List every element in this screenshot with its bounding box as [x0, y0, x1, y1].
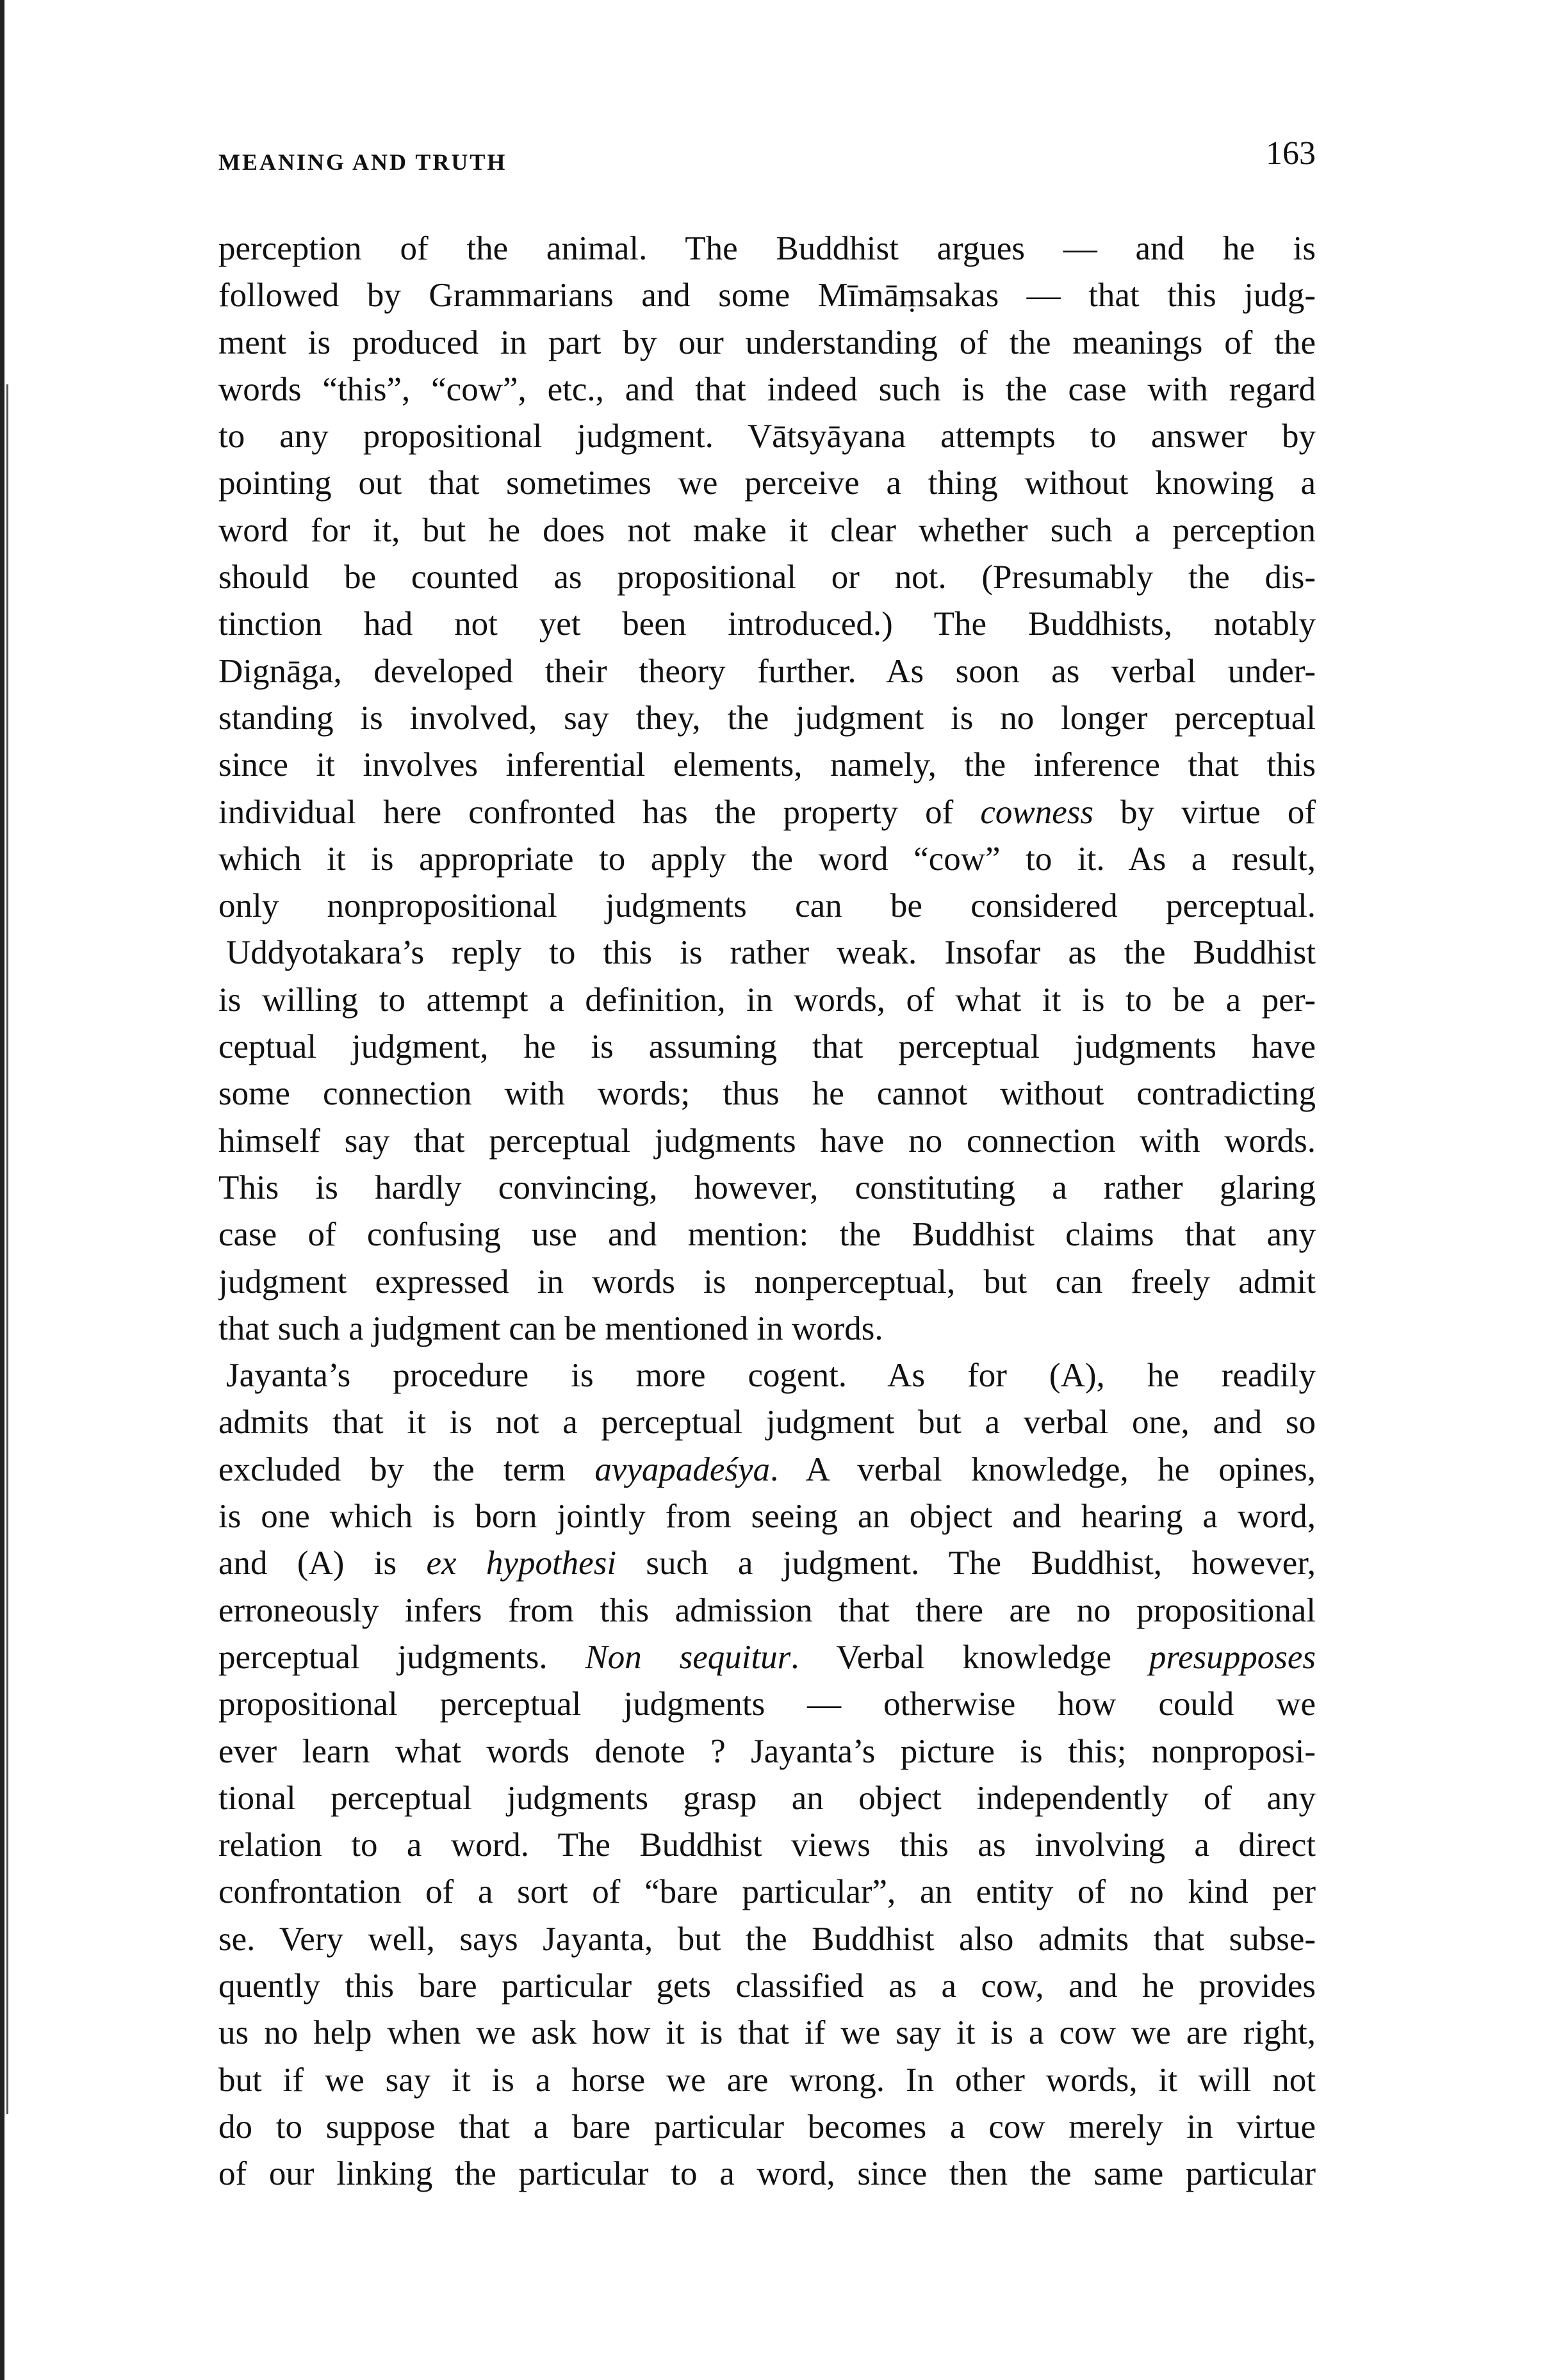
text-line: propositional perceptual judgments — otherwise how could we: [218, 1686, 1316, 1723]
italic-term: avyapadeśya: [594, 1450, 771, 1488]
text-line: ever learn what words denote ? Jayanta’s picture is this; nonproposi-: [218, 1732, 1316, 1770]
text-segment: . A verbal knowledge, he opines,: [770, 1450, 1316, 1488]
text-line: do to suppose that a bare particular becomes a cow merely in virtue: [218, 2108, 1316, 2146]
text-line: perception of the animal. The Buddhist argues — and he is: [218, 230, 1316, 267]
text-line: followed by Grammarians and some Mīmāṃsakas — that this judg-: [218, 277, 1316, 315]
text-line: but if we say it is a horse we are wrong. In other words, it will not: [218, 2061, 1316, 2099]
text-segment: perceptual judgments.: [218, 1638, 585, 1676]
text-line: word for it, but he does not make it clear whether such a perception: [218, 511, 1316, 549]
text-segment: excluded by the term: [218, 1450, 595, 1488]
text-line: Jayanta’s procedure is more cogent. As for (A), he readily: [226, 1357, 1316, 1395]
text-segment: . Verbal knowledge: [790, 1638, 1149, 1676]
text-line: since it involves inferential elements, namely, the inference that this: [218, 746, 1316, 784]
text-line: should be counted as propositional or not. (Presumably the dis-: [218, 559, 1316, 596]
text-segment: individual here confronted has the property of: [218, 793, 981, 831]
text-line: pointing out that sometimes we perceive a thing without knowing a: [218, 464, 1316, 502]
text-line: se. Very well, says Jayanta, but the Buddhist also admits that subse-: [218, 1920, 1316, 1958]
text-line: which it is appropriate to apply the word “cow” to it. As a result,: [218, 840, 1316, 878]
body-text: [218, 226, 1316, 2197]
text-line: Dignāga, developed their theory further. As soon as verbal under-: [218, 652, 1316, 690]
text-line: This is hardly convincing, however, constituting a rather glaring: [218, 1169, 1316, 1206]
text-line: himself say that perceptual judgments have no connection with words.: [218, 1122, 1316, 1160]
text-line: us no help when we ask how it is that if we say it is a cow we are right,: [218, 2014, 1316, 2052]
text-line: only nonpropositional judgments can be considered perceptual.: [218, 887, 1316, 925]
text-line: ment is produced in part by our understanding of the meanings of the: [218, 324, 1316, 361]
italic-term: Non sequitur: [585, 1638, 791, 1676]
text-line: admits that it is not a perceptual judgment but a verbal one, and so: [218, 1404, 1316, 1441]
text-line: is willing to attempt a definition, in words, of what it is to be a per-: [218, 981, 1316, 1019]
text-line: confrontation of a sort of “bare particular”, an entity of no kind per: [218, 1873, 1316, 1911]
text-line: [218, 1634, 1316, 1681]
text-line: some connection with words; thus he cannot without contradicting: [218, 1075, 1316, 1113]
text-line: quently this bare particular gets classified as a cow, and he provides: [218, 1967, 1316, 2005]
italic-term: cowness: [980, 793, 1093, 831]
text-segment: such a judgment. The Buddhist, however,: [616, 1545, 1316, 1582]
page-number: 163: [1266, 135, 1316, 172]
text-segment: and (A) is: [218, 1545, 427, 1582]
text-line: [218, 1540, 1316, 1587]
text-line: is one which is born jointly from seeing an object and hearing a word,: [218, 1498, 1316, 1536]
running-head: MEANING AND TRUTH: [218, 149, 507, 175]
text-line: [218, 789, 1316, 836]
italic-term: ex hypothesi: [426, 1545, 617, 1582]
italic-term: presupposes: [1149, 1638, 1316, 1676]
text-line: relation to a word. The Buddhist views this as involving a direct: [218, 1826, 1316, 1864]
scan-edge-shadow: [6, 384, 8, 2114]
text-line: erroneously infers from this admission that there are no propositional: [218, 1591, 1316, 1629]
text-line: words “this”, “cow”, etc., and that indeed such is the case with regard: [218, 370, 1316, 408]
text-line: tinction had not yet been introduced.) The Buddhists, notably: [218, 605, 1316, 643]
text-line: standing is involved, say they, the judgment is no longer perceptual: [218, 699, 1316, 737]
text-line: case of confusing use and mention: the Buddhist claims that any: [218, 1216, 1316, 1254]
text-line: of our linking the particular to a word, since then the same particular: [218, 2155, 1316, 2193]
text-line: judgment expressed in words is nonperceptual, but can freely admit: [218, 1263, 1316, 1301]
text-line: to any propositional judgment. Vātsyāyana attempts to answer by: [218, 418, 1316, 455]
text-line: [218, 1447, 1316, 1493]
text-line: Uddyotakara’s reply to this is rather weak. Insofar as the Buddhist: [226, 934, 1316, 972]
text-line: ceptual judgment, he is assuming that perceptual judgments have: [218, 1028, 1316, 1066]
text-segment: by virtue of: [1093, 793, 1316, 831]
text-line: tional perceptual judgments grasp an object independently of any: [218, 1779, 1316, 1817]
scan-edge: [0, 0, 4, 2380]
text-line: that such a judgment can be mentioned in words.: [218, 1309, 883, 1347]
